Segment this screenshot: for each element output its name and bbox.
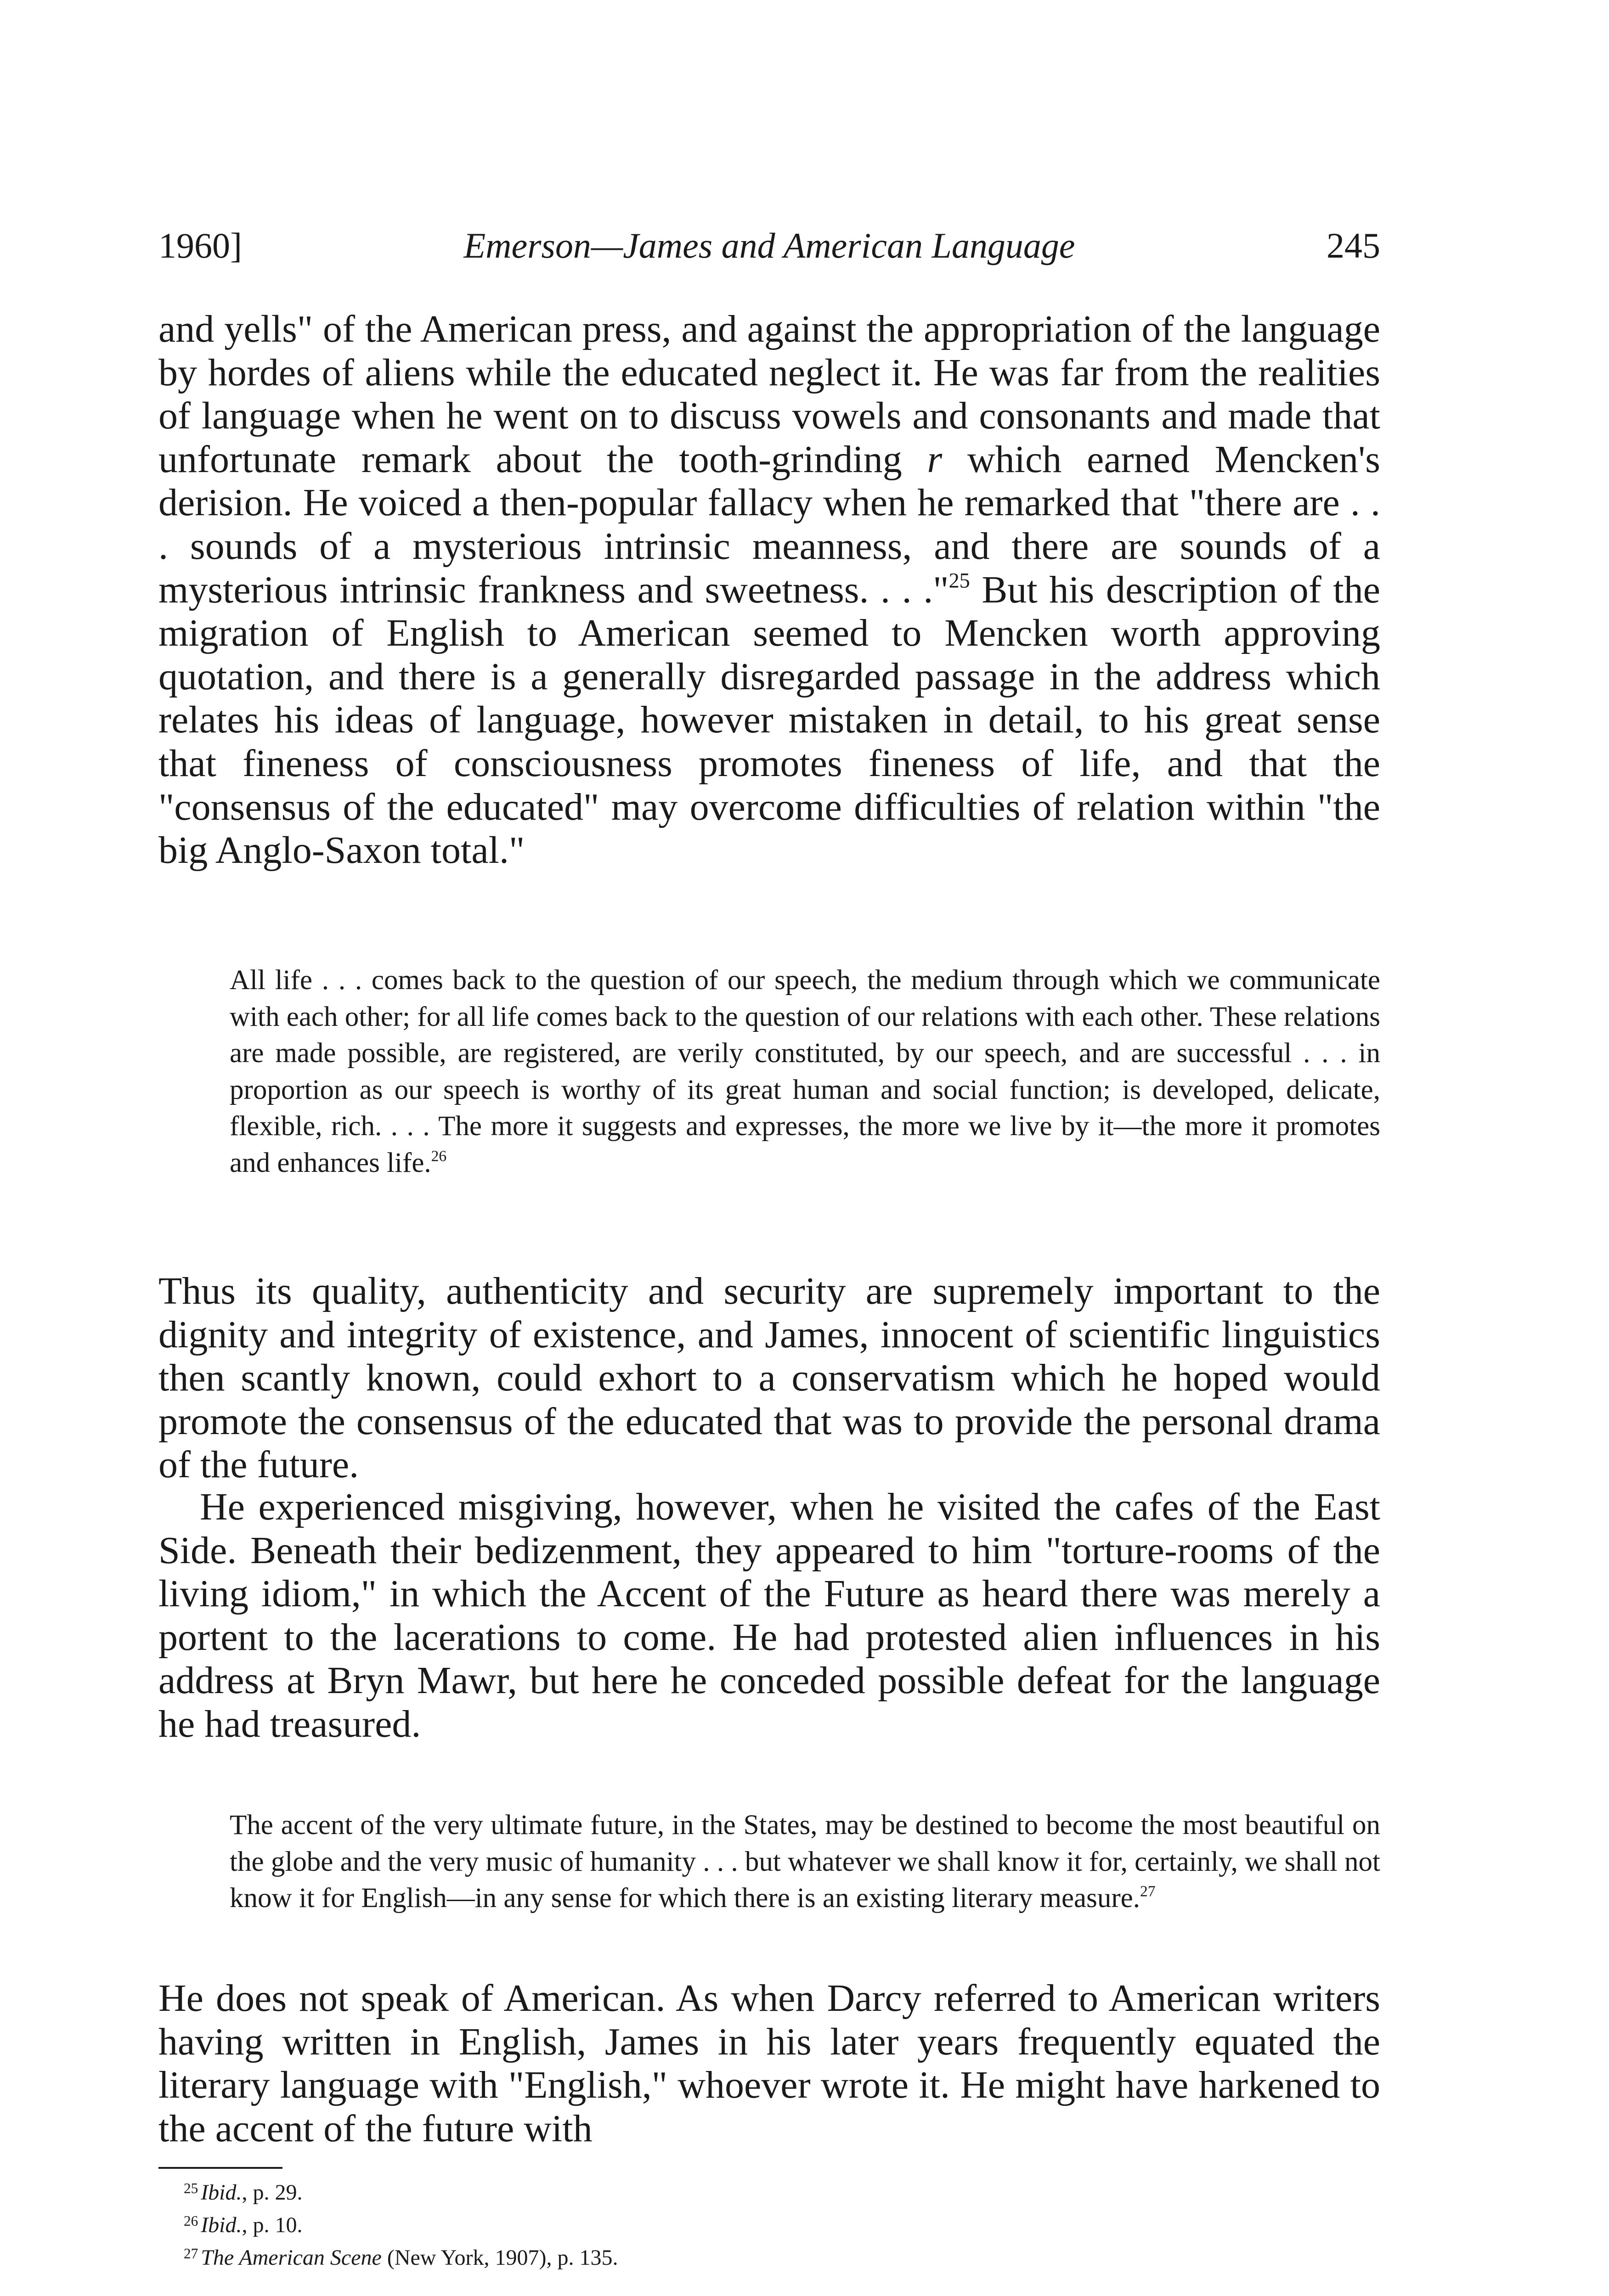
block-quote-1-text: All life . . . comes back to the question of our speech, the medium through which we communicate with each other; for all life comes back to the question of our relations with each other. These relations are made possible, are registered, are verily constituted, by our speech, and are successful . . . in proportion as our speech is worthy of its great human and social function; is developed, delicate, flexible, rich. . . . The more it suggests and expresses, the more we live by it—the more it promotes and enhances life. (230, 965, 1380, 1178)
letter-r: r (927, 438, 943, 481)
block-quote-2 (230, 1807, 1380, 1917)
footnote-27-rest: (New York, 1907), p. 135. (381, 2245, 618, 2270)
footnote-26-rest: , p. 10. (242, 2213, 303, 2238)
paragraph-2: Thus its quality, authenticity and security are supremely important to the dignity and integrity of existence, and James, innocent of scientific linguistics then scantly known, could exhort to a conservatism which he hoped would promote the consensus of the educated that was to provide the personal drama of the future. (158, 1270, 1380, 1486)
footnote-27-title: The American Scene (201, 2245, 382, 2270)
block-quote-1 (230, 962, 1380, 1182)
header-year: 1960] (158, 225, 242, 265)
footnote-27-number: 27 (184, 2245, 198, 2262)
footnote-ref-27[interactable]: 27 (1140, 1883, 1156, 1900)
footnote-25-title: Ibid. (201, 2180, 242, 2205)
footnote-25-number: 25 (184, 2180, 198, 2196)
footnote-27 (184, 2240, 1286, 2272)
footnote-divider (158, 2167, 282, 2169)
footnote-ref-25[interactable]: 25 (948, 568, 970, 592)
paragraph-1-text-b: which earned Mencken's derision. He voiced a then-popular fallacy when he remarked that "there are . . . sounds of a mysterious intrinsic meanness, and there are sounds of a mysterious intrinsic frankness and sweetness. . . ." (158, 438, 1380, 611)
paragraph-1-text-a: and yells" of the American press, and against the appropriation of the language by hordes of aliens while the educated neglect it. He was far from the realities of language when he went on to discuss vowels and consonants and made that unfortunate remark about the tooth-grinding (158, 308, 1380, 481)
running-header (158, 220, 1380, 271)
paragraph-4: He does not speak of American. As when Darcy referred to American writers having written in English, James in his later years frequently equated the literary language with "English," whoever wrote it. He might have harkened to the accent of the future with (158, 1977, 1380, 2150)
running-title: Emerson—James and American Language (463, 225, 1075, 265)
footnotes (184, 2174, 1286, 2272)
footnote-26 (184, 2207, 1286, 2240)
page-number: 245 (1327, 225, 1380, 265)
paragraph-1-text-c: But his description of the migration of English to American seemed to Mencken worth approving quotation, and there is a generally disregarded passage in the address which relates his ideas of language, however mistaken in detail, to his great sense that fineness of consciousness promotes fineness of life, and that the "consensus of the educated" may overcome difficulties of relation within "the big Anglo-Saxon total." (158, 568, 1380, 872)
block-quote-2-text: The accent of the very ultimate future, in the States, may be destined to become the most beautiful on the globe and the very music of humanity . . . but whatever we shall know it for, certainly, we shall not know it for English—in any sense for which there is an existing literary measure. (230, 1810, 1380, 1914)
footnote-25 (184, 2174, 1286, 2207)
paragraph-3: He experienced misgiving, however, when he visited the cafes of the East Side. Beneath their bedizenment, they appeared to him "torture-rooms of the living idiom," in which the Accent of the Future as heard there was merely a portent to the lacerations to come. He had protested alien influences in his address at Bryn Mawr, but here he conceded possible defeat for the language he had treasured. (158, 1486, 1380, 1745)
footnote-26-title: Ibid. (201, 2213, 242, 2238)
footnote-26-number: 26 (184, 2213, 198, 2229)
footnote-ref-26[interactable]: 26 (431, 1148, 447, 1165)
footnote-25-rest: , p. 29. (242, 2180, 303, 2205)
paragraph-1 (158, 308, 1380, 872)
